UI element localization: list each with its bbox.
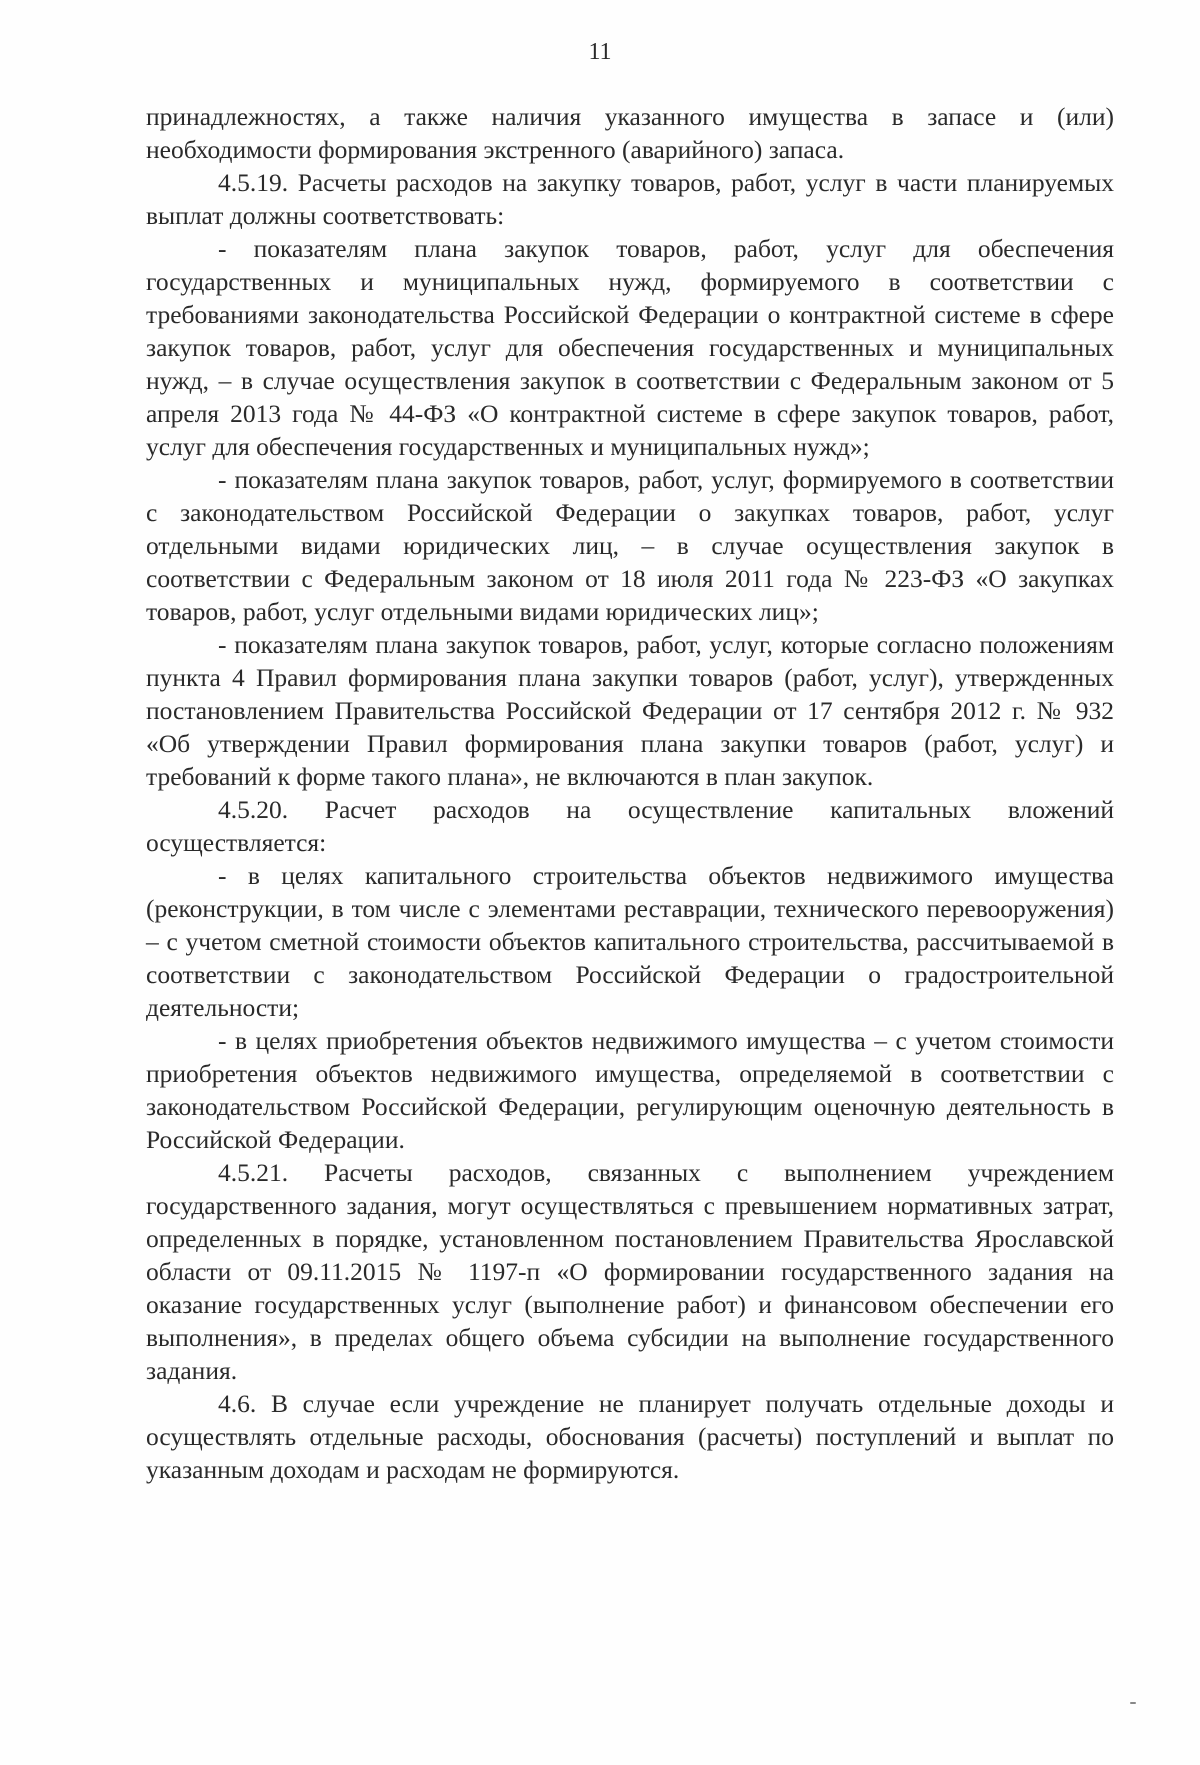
paragraph-4-5-19: 4.5.19. Расчеты расходов на закупку товаров, работ, услуг в части планируемых выплат должны соответствовать: (146, 168, 1114, 230)
paragraph-4-5-21: 4.5.21. Расчеты расходов, связанных с выполнением учреждением государственного задания, могут осуществляться с превышением нормативных затрат, определенных в порядке, установленном постановлением Правительства Ярославской области от 09.11.2015 № 1197-п «О формировании государственного задания на оказание государственных услуг (выполнение работ) и финансовом обеспечении его выполнения», в пределах общего объема субсидии на выполнение государственного задания. (146, 1158, 1114, 1385)
list-item-932: - показателям плана закупок товаров, работ, услуг, которые согласно положениям пункта 4 Правил формирования плана закупки товаров (работ, услуг), утвержденных постановлением Правительства Российской Федерации от 17 сентября 2012 г. № 932 «Об утверждении Правил формирования плана закупки товаров (работ, услуг) и требований к форме такого плана», не включаются в план закупок. (146, 630, 1114, 791)
scan-speck (1130, 1702, 1136, 1704)
list-item-223-fz: - показателям плана закупок товаров, работ, услуг, формируемого в соответствии с законодательством Российской Федерации о закупках товаров, работ, услуг отдельными видами юридических лиц, – в случае осуществления закупок в соответствии с Федеральным законом от 18 июля 2011 года № 223-ФЗ «О закупках товаров, работ, услуг отдельными видами юридических лиц»; (146, 465, 1114, 626)
paragraph-4-5-20: 4.5.20. Расчет расходов на осуществление капитальных вложений осуществляется: (146, 795, 1114, 857)
paragraph-4-6: 4.6. В случае если учреждение не планирует получать отдельные доходы и осуществлять отдельные расходы, обоснования (расчеты) поступлений и выплат по указанным доходам и расходам не формируются. (146, 1389, 1114, 1484)
document-body (146, 100, 1114, 1486)
list-item-capital-construction: - в целях капитального строительства объектов недвижимого имущества (реконструкции, в том числе с элементами реставрации, технического перевооружения) – с учетом сметной стоимости объектов капитального строительства, рассчитываемой в соответствии с законодательством Российской Федерации о градостроительной деятельности; (146, 861, 1114, 1022)
page-number: 11 (588, 39, 612, 65)
list-item-44-fz: - показателям плана закупок товаров, работ, услуг для обеспечения государственных и муниципальных нужд, формируемого в соответствии с требованиями законодательства Российской Федерации о контрактной системе в сфере закупок товаров, работ, услуг для обеспечения государственных и муниципальных нужд, – в случае осуществления закупок в соответствии с Федеральным законом от 5 апреля 2013 года № 44-ФЗ «О контрактной системе в сфере закупок товаров, работ, услуг для обеспечения государственных и муниципальных нужд»; (146, 234, 1114, 461)
list-item-real-estate-acquisition: - в целях приобретения объектов недвижимого имущества – с учетом стоимости приобретения объектов недвижимого имущества, определяемой в соответствии с законодательством Российской Федерации, регулирующим оценочную деятельность в Российской Федерации. (146, 1026, 1114, 1154)
paragraph-continuation: принадлежностях, а также наличия указанного имущества в запасе и (или) необходимости формирования экстренного (аварийного) запаса. (146, 102, 1114, 164)
